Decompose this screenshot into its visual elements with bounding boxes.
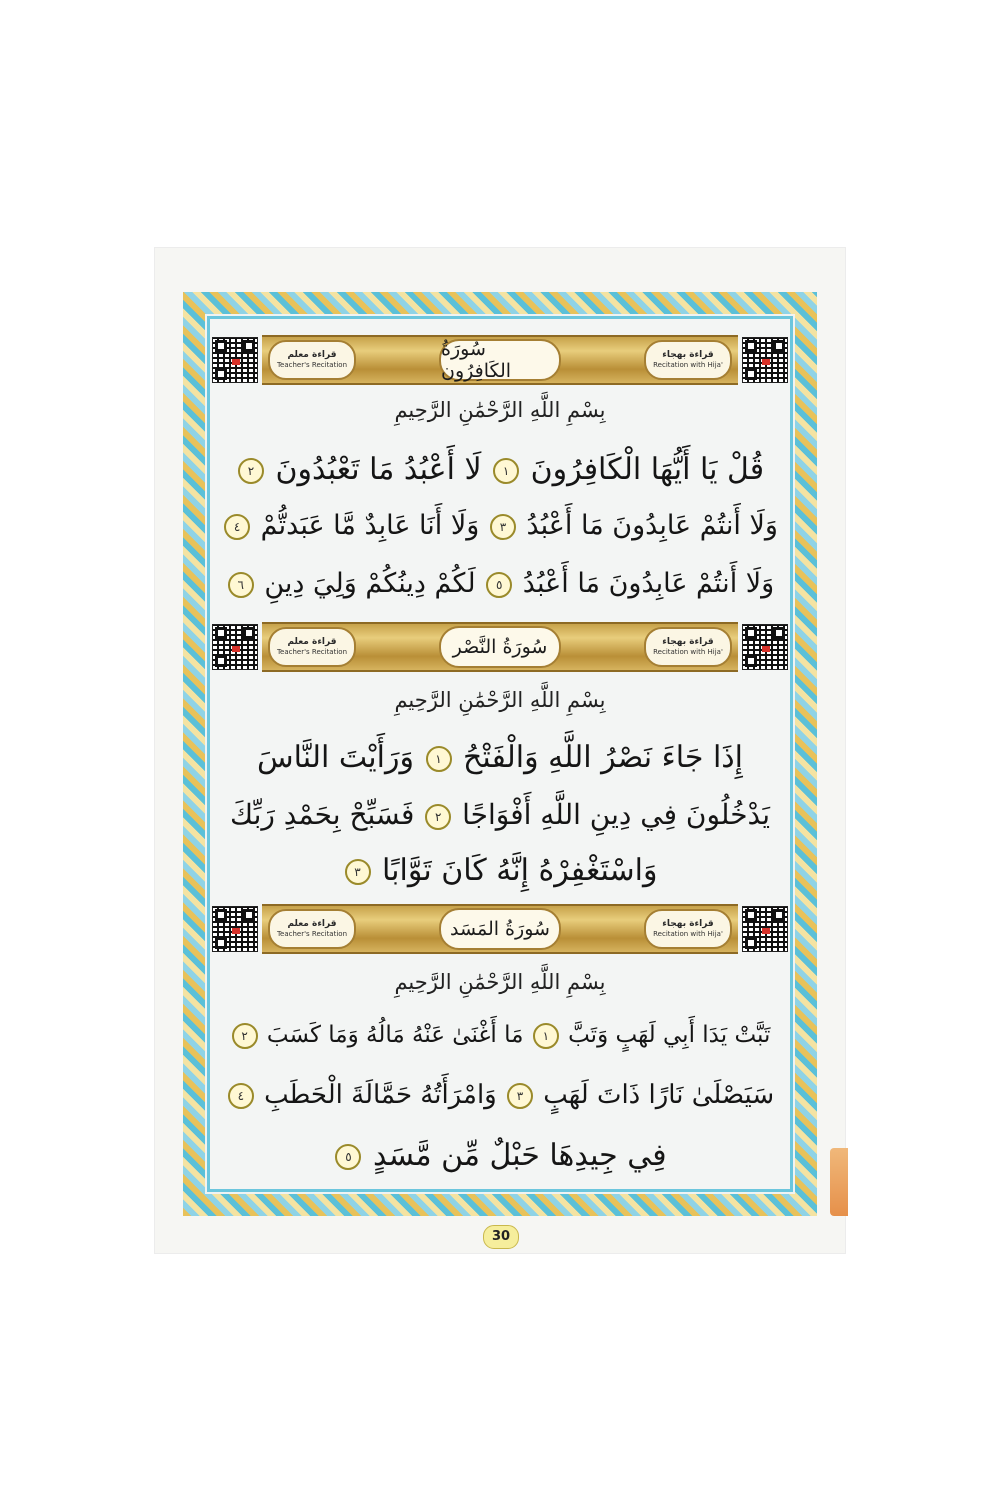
verse-line: قُلْ يَا أَيُّهَا الْكَافِرُونَ ١ لَا أَعْبُدُ مَا تَعْبُدُونَ ٢ <box>222 452 778 487</box>
hija-recitation-label-ar: قراءة بهجاء <box>662 637 714 647</box>
verse-line: وَاسْتَغْفِرْهُ إِنَّهُ كَانَ تَوَّابًا ٣ <box>222 853 778 888</box>
hija-recitation-label-en: Recitation with Hija' <box>653 648 723 656</box>
qr-code-hija[interactable] <box>212 624 258 670</box>
surah-header-masad <box>212 902 788 956</box>
basmala: بِسْمِ اللَّهِ الرَّحْمَٰنِ الرَّحِيمِ <box>394 688 606 712</box>
ayah-number-marker: ٥ <box>335 1144 361 1170</box>
hija-recitation-label-en: Recitation with Hija' <box>653 930 723 938</box>
surah-title-band <box>262 622 738 672</box>
verse-line: سَيَصْلَىٰ نَارًا ذَاتَ لَهَبٍ ٣ وَامْرَأَتُهُ حَمَّالَةَ الْحَطَبِ ٤ <box>222 1080 778 1110</box>
teacher-recitation-label-en: Teacher's Recitation <box>276 648 348 656</box>
ayah-number-marker: ٤ <box>224 514 250 540</box>
qr-code-teacher[interactable] <box>742 624 788 670</box>
hija-recitation-badge <box>644 627 732 667</box>
qr-code-hija[interactable] <box>212 906 258 952</box>
qr-code-teacher[interactable] <box>742 906 788 952</box>
ayah-number-marker: ٣ <box>507 1083 533 1109</box>
ayah-number-marker: ٢ <box>238 458 264 484</box>
hija-recitation-badge <box>644 340 732 380</box>
teacher-recitation-label-ar: قراءة معلم <box>287 637 337 647</box>
verse-line: إِذَا جَاءَ نَصْرُ اللَّهِ وَالْفَتْحُ ١ وَرَأَيْتَ النَّاسَ <box>257 740 743 775</box>
hija-recitation-label-ar: قراءة بهجاء <box>662 919 714 929</box>
hija-recitation-label-ar: قراءة بهجاء <box>662 350 714 360</box>
teacher-recitation-badge <box>268 909 356 949</box>
surah-title: سُورَةُ النَّصْر <box>439 626 561 668</box>
teacher-recitation-badge <box>268 627 356 667</box>
ayah-number-marker: ١ <box>426 746 452 772</box>
surah-title-band <box>262 904 738 954</box>
teacher-recitation-badge <box>268 340 356 380</box>
basmala: بِسْمِ اللَّهِ الرَّحْمَٰنِ الرَّحِيمِ <box>394 398 606 422</box>
verse-line: فِي جِيدِهَا حَبْلٌ مِّن مَّسَدٍ ٥ <box>222 1138 778 1173</box>
teacher-recitation-label-en: Teacher's Recitation <box>276 930 348 938</box>
verse-line: وَلَا أَنتُمْ عَابِدُونَ مَا أَعْبُدُ ٥ لَكُمْ دِينُكُمْ وَلِيَ دِينِ ٦ <box>222 568 778 599</box>
ayah-number-marker: ٥ <box>486 572 512 598</box>
verse-line: تَبَّتْ يَدَا أَبِي لَهَبٍ وَتَبَّ ١ مَا أَغْنَىٰ عَنْهُ مَالُهُ وَمَا كَسَبَ ٢ <box>222 1022 778 1049</box>
ayah-number-marker: ٦ <box>228 572 254 598</box>
ayah-number-marker: ١ <box>533 1023 559 1049</box>
surah-title-band <box>262 335 738 385</box>
ayah-number-marker: ٢ <box>232 1023 258 1049</box>
ayah-number-marker: ١ <box>493 458 519 484</box>
surah-header-kafirun <box>212 333 788 387</box>
basmala: بِسْمِ اللَّهِ الرَّحْمَٰنِ الرَّحِيمِ <box>394 970 606 994</box>
ayah-number-marker: ٢ <box>425 804 451 830</box>
verse-line: وَلَا أَنتُمْ عَابِدُونَ مَا أَعْبُدُ ٣ وَلَا أَنَا عَابِدٌ مَّا عَبَدتُّمْ ٤ <box>222 510 778 541</box>
page-edge-tab <box>830 1148 848 1216</box>
surah-title: سُورَةُ المَسَد <box>439 908 561 950</box>
ayah-number-marker: ٣ <box>490 514 516 540</box>
verse-line: يَدْخُلُونَ فِي دِينِ اللَّهِ أَفْوَاجًا ٢ فَسَبِّحْ بِحَمْدِ رَبِّكَ <box>229 798 770 831</box>
surah-header-nasr <box>212 620 788 674</box>
teacher-recitation-label-ar: قراءة معلم <box>287 919 337 929</box>
ayah-number-marker: ٣ <box>345 859 371 885</box>
teacher-recitation-label-en: Teacher's Recitation <box>276 361 348 369</box>
hija-recitation-badge <box>644 909 732 949</box>
surah-title: سُورَةُ الكَافِرُون <box>439 339 561 381</box>
page-number: 30 <box>483 1225 519 1249</box>
hija-recitation-label-en: Recitation with Hija' <box>653 361 723 369</box>
ayah-number-marker: ٤ <box>228 1083 254 1109</box>
qr-code-hija[interactable] <box>212 337 258 383</box>
teacher-recitation-label-ar: قراءة معلم <box>287 350 337 360</box>
qr-code-teacher[interactable] <box>742 337 788 383</box>
